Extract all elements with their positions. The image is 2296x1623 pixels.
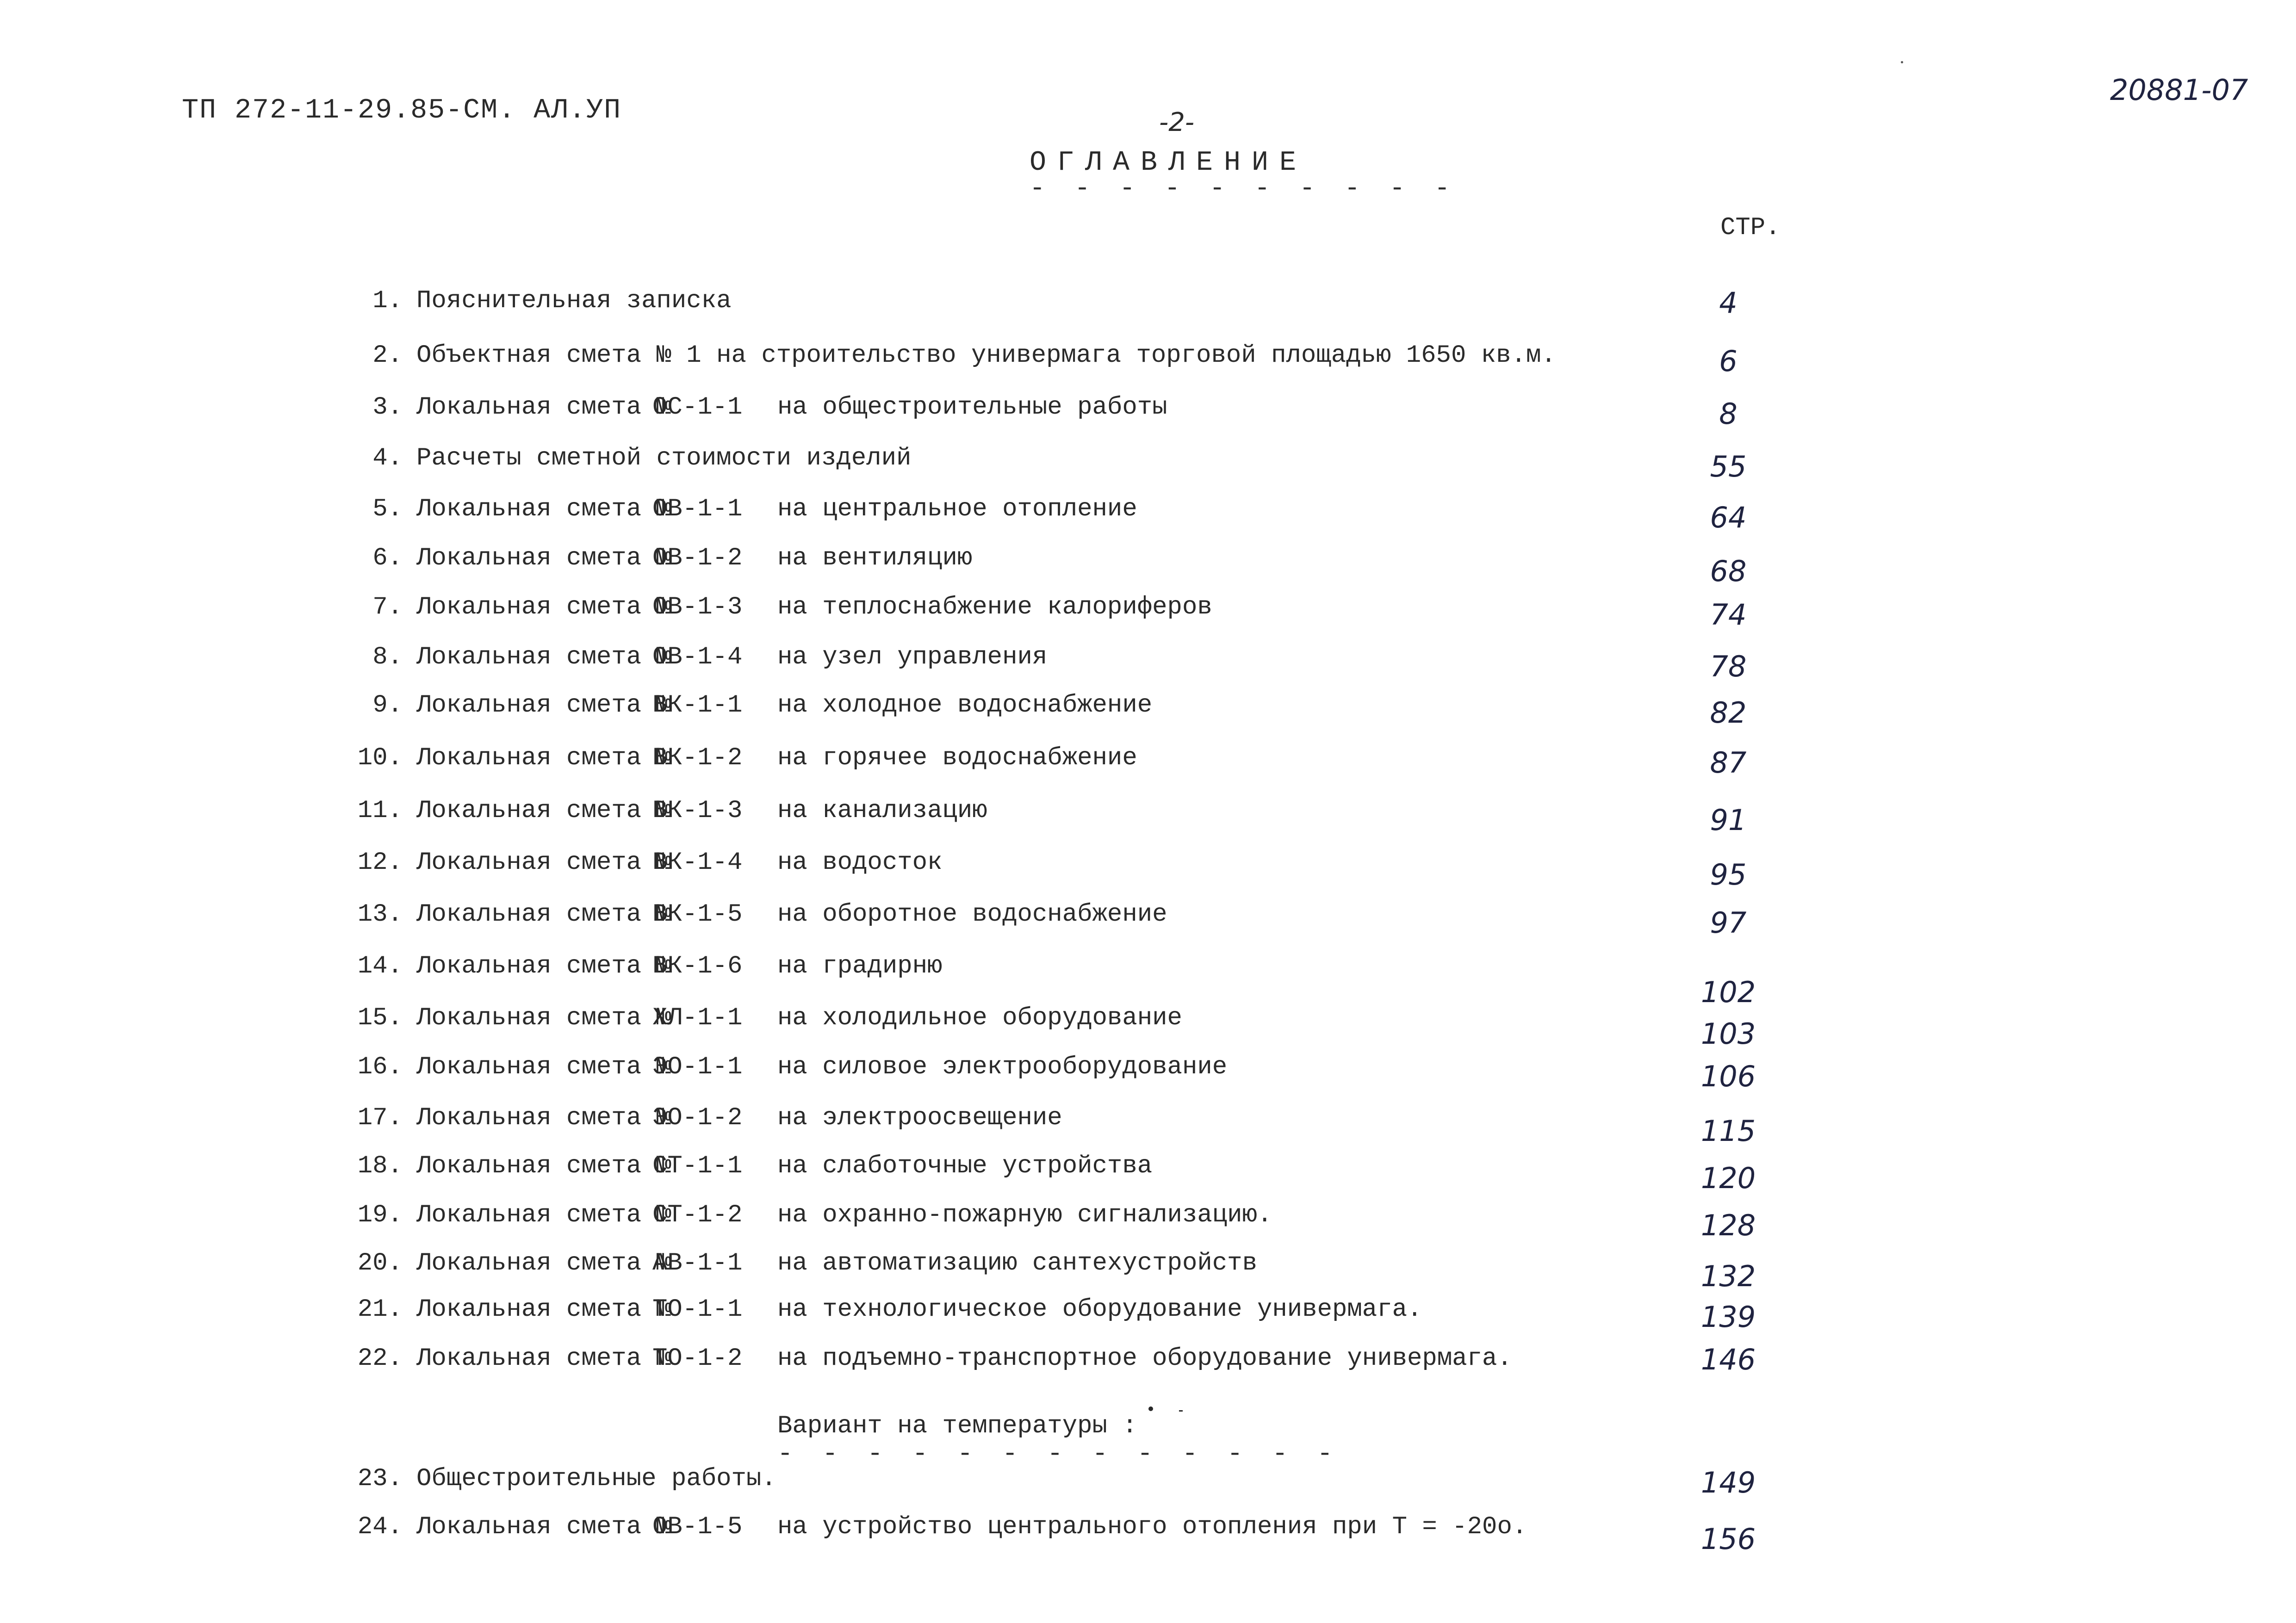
page-column-label: СТР. [1720,214,1781,242]
toc-number: 19. [357,1201,403,1229]
toc-page: 95 [1710,858,1747,892]
toc-row [0,952,2296,1009]
toc-name: Локальная смета № [416,495,671,523]
toc-number: 10. [357,744,403,772]
toc-page: 102 [1700,975,1756,1009]
toc-code: ОВ-1-2 [652,544,743,572]
toc-page: 128 [1700,1208,1756,1242]
toc-row [0,1004,2296,1051]
toc-name: Объектная смета № 1 на строительство универмага торговой площадью 1650 кв.м. [416,341,1556,370]
toc-row [0,544,2296,588]
toc-description: на электроосвещение [777,1104,1062,1132]
toc-number: 13. [357,900,403,929]
toc-code: ОВ-1-5 [652,1513,743,1541]
toc-code: ВК-1-6 [652,952,743,980]
toc-row [0,341,2296,378]
toc-page: 8 [1719,397,1738,431]
toc-page: 4 [1719,286,1738,320]
toc-description: на автоматизацию сантехустройств [777,1249,1257,1277]
toc-number: 8. [372,643,403,671]
toc-code: ВК-1-2 [652,744,743,772]
toc-row [0,593,2296,630]
toc-page: 82 [1710,696,1747,730]
toc-page: 68 [1710,554,1747,588]
toc-code: ОС-1-1 [652,393,743,421]
pen-mark [1148,1406,1153,1411]
toc-number: 20. [357,1249,403,1277]
toc-description: на теплоснабжение калориферов [777,593,1212,621]
toc-code: ВК-1-5 [652,900,743,929]
toc-code: СТ-1-2 [652,1201,743,1229]
toc-description: на общестроительные работы [777,393,1167,421]
toc-page: 97 [1710,906,1747,940]
toc-number: 18. [357,1152,403,1180]
toc-row [0,797,2296,837]
toc-page: 103 [1700,1017,1756,1051]
toc-number: 24. [357,1513,403,1541]
toc-page: 55 [1710,450,1747,483]
toc-row [0,287,2296,324]
toc-number: 14. [357,952,403,980]
toc-number: 4. [372,444,403,472]
toc-code: СТ-1-1 [652,1152,743,1180]
toc-name: Локальная смета № [416,1295,671,1324]
toc-row [0,1295,2296,1332]
toc-number: 15. [357,1004,403,1032]
toc-number: 12. [357,849,403,877]
toc-name: Расчеты сметной стоимости изделий [416,444,912,472]
toc-page: 120 [1700,1161,1756,1195]
toc-page: 149 [1700,1466,1756,1499]
toc-code: ТО-1-2 [652,1344,743,1373]
toc-name: Локальная смета № [416,1053,671,1081]
toc-code: ЭО-1-1 [652,1053,743,1081]
toc-number: 23. [357,1465,403,1493]
toc-description: на холодное водоснабжение [777,691,1153,719]
toc-page: 64 [1710,501,1747,534]
toc-page: 156 [1700,1522,1756,1556]
title-underline: - - - - - - - - - - [1030,173,1457,203]
toc-row [0,643,2296,683]
toc-name: Локальная смета № [416,1104,671,1132]
toc-description: на центральное отопление [777,495,1137,523]
toc-number: 11. [357,797,403,825]
toc-name: Локальная смета № [416,1004,671,1032]
toc-description: на горячее водоснабжение [777,744,1137,772]
toc-name: Локальная смета № [416,952,671,980]
toc-row [0,1344,2296,1381]
toc-description: на технологическое оборудование универмага. [777,1295,1422,1324]
toc-name: Локальная смета № [416,797,671,825]
toc-row [0,1152,2296,1195]
toc-number: 3. [372,393,403,421]
toc-code: ОВ-1-1 [652,495,743,523]
toc-number: 5. [372,495,403,523]
toc-name: Локальная смета № [416,544,671,572]
toc-name: Локальная смета № [416,1201,671,1229]
toc-name: Локальная смета № [416,1513,671,1541]
toc-page: 87 [1710,746,1747,780]
toc-description: на вентиляцию [777,544,973,572]
toc-description: на силовое электрооборудование [777,1053,1228,1081]
document-code: ТП 272-11-29.85-СМ. АЛ.УП [182,95,622,126]
toc-page: 146 [1700,1343,1756,1376]
toc-description: на водосток [777,849,943,877]
toc-row [0,1513,2296,1556]
toc-page: 115 [1700,1114,1756,1148]
toc-description: на холодильное оборудование [777,1004,1182,1032]
toc-code: ХЛ-1-1 [652,1004,743,1032]
toc-description: на охранно-пожарную сигнализацию. [777,1201,1272,1229]
page-title: ОГЛАВЛЕНИЕ [1030,147,1308,179]
toc-row [0,849,2296,892]
toc-code: АВ-1-1 [652,1249,743,1277]
toc-name: Пояснительная записка [416,287,732,315]
toc-name: Общестроительные работы. [416,1465,776,1493]
toc-description: на оборотное водоснабжение [777,900,1167,929]
archive-number: 20881-07 [2110,73,2248,107]
toc-description: на слаботочные устройства [777,1152,1153,1180]
toc-code: ВК-1-3 [652,797,743,825]
toc-number: 16. [357,1053,403,1081]
toc-number: 9. [372,691,403,719]
toc-page: 139 [1700,1300,1756,1334]
toc-description: на устройство центрального отопления при Т = -20о. [777,1513,1527,1541]
toc-name: Локальная смета № [416,691,671,719]
toc-row [0,1249,2296,1293]
toc-row [0,1053,2296,1093]
toc-code: ЭО-1-2 [652,1104,743,1132]
toc-row [0,1104,2296,1148]
toc-row [0,1465,2296,1502]
scan-speck [1901,61,1903,63]
toc-page: 91 [1710,803,1747,837]
toc-row [0,900,2296,940]
toc-page: 74 [1710,598,1747,632]
toc-description: на градирню [777,952,943,980]
toc-name: Локальная смета № [416,593,671,621]
toc-description: на узел управления [777,643,1048,671]
toc-name: Локальная смета № [416,900,671,929]
toc-row [0,495,2296,532]
toc-code: ТО-1-1 [652,1295,743,1324]
toc-row [0,744,2296,781]
toc-description: на канализацию [777,797,987,825]
toc-number: 1. [372,287,403,315]
toc-name: Локальная смета № [416,744,671,772]
variant-underline: - - - - - - - - - - - - - [777,1439,1340,1468]
page-number: -2- [1159,107,1195,137]
toc-number: 2. [372,341,403,370]
pen-mark [1179,1410,1183,1412]
toc-name: Локальная смета № [416,849,671,877]
toc-description: на подъемно-транспортное оборудование универмага. [777,1344,1512,1373]
toc-row [0,444,2296,481]
toc-page: 6 [1719,344,1738,378]
toc-page: 78 [1710,650,1747,683]
toc-number: 22. [357,1344,403,1373]
toc-row [0,691,2296,728]
variant-heading: Вариант на температуры : [777,1412,1137,1440]
toc-number: 21. [357,1295,403,1324]
toc-number: 6. [372,544,403,572]
toc-name: Локальная смета № [416,1249,671,1277]
toc-name: Локальная смета № [416,1152,671,1180]
toc-code: ОВ-1-3 [652,593,743,621]
toc-name: Локальная смета № [416,643,671,671]
toc-number: 7. [372,593,403,621]
toc-page: 132 [1700,1259,1756,1293]
toc-code: ОВ-1-4 [652,643,743,671]
toc-row [0,1201,2296,1242]
toc-row [0,393,2296,430]
toc-code: ВК-1-4 [652,849,743,877]
toc-number: 17. [357,1104,403,1132]
toc-code: ВК-1-1 [652,691,743,719]
toc-page: 106 [1700,1059,1756,1093]
toc-name: Локальная смета № [416,1344,671,1373]
toc-name: Локальная смета № [416,393,671,421]
